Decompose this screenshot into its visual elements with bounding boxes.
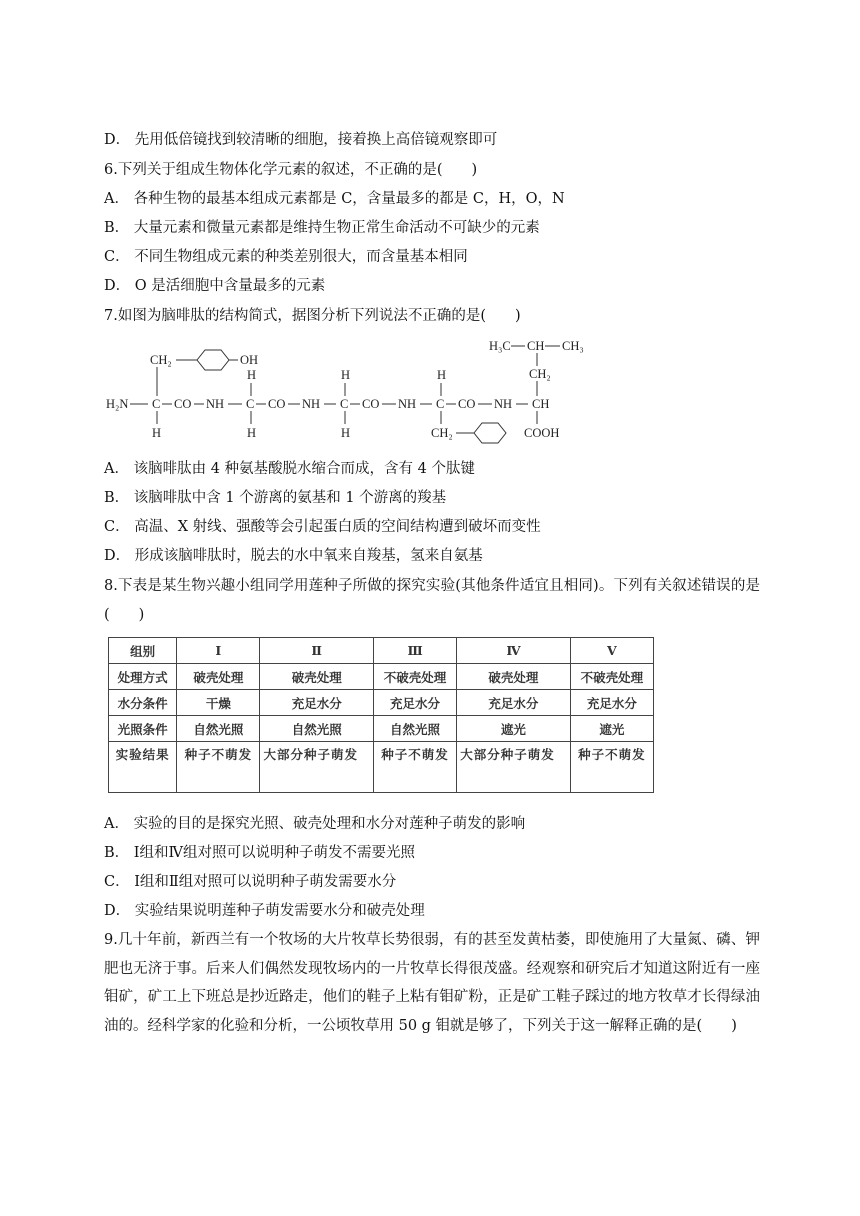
table-cell: 自然光照 <box>373 716 456 742</box>
table-cell: 种子不萌发 <box>570 742 653 793</box>
table-cell: 种子不萌发 <box>177 742 260 793</box>
experiment-table <box>108 637 654 793</box>
table-cell: 破壳处理 <box>177 664 260 690</box>
table-cell: 遮光 <box>570 716 653 742</box>
c-alpha-label: C <box>340 397 349 411</box>
co-label: CO <box>174 397 192 411</box>
c-alpha-label: C <box>246 397 255 411</box>
nh-label: NH <box>398 397 417 411</box>
table-row <box>109 742 654 793</box>
table-row <box>109 664 654 690</box>
h-label: H <box>437 368 447 382</box>
ch2-label: CH₂ <box>529 367 551 381</box>
n-terminus-label: H₂N <box>106 397 129 411</box>
h-label: H <box>341 426 351 440</box>
table-row <box>109 716 654 742</box>
table-cell: Ⅴ <box>570 638 653 664</box>
co-label: CO <box>268 397 286 411</box>
q7-option-c: C． 高温、X 射线、强酸等会引起蛋白质的空间结构遭到破坏而变性 <box>104 519 541 535</box>
q7-option-d: D． 形成该脑啡肽时，脱去的水中氧来自羧基，氢来自氨基 <box>104 548 483 564</box>
table-cell: Ⅲ <box>373 638 456 664</box>
table-cell: 水分条件 <box>109 690 177 716</box>
oh-label: OH <box>240 353 259 367</box>
ch2-label: CH₂ <box>431 426 453 440</box>
nh-label: NH <box>206 397 225 411</box>
h-label: H <box>152 426 162 440</box>
table-cell: 实验结果 <box>109 742 177 793</box>
table-cell: Ⅰ <box>177 638 260 664</box>
table-cell: 自然光照 <box>177 716 260 742</box>
q5-option-d: D． 先用低倍镜找到较清晰的细胞，接着换上高倍镜观察即可 <box>104 132 498 148</box>
table-cell: 大部分种子萌发 <box>457 742 570 793</box>
q8-option-a: A． 实验的目的是探究光照、破壳处理和水分对莲种子萌发的影响 <box>104 816 526 832</box>
q7-stem: 7.如图为脑啡肽的结构简式，据图分析下列说法不正确的是( ) <box>104 308 521 324</box>
q8-option-d: D． 实验结果说明莲种子萌发需要水分和破壳处理 <box>104 903 425 919</box>
table-cell: 不破壳处理 <box>373 664 456 690</box>
q7-option-b: B． 该脑啡肽中含 1 个游离的氨基和 1 个游离的羧基 <box>104 490 447 506</box>
table-cell: 处理方式 <box>109 664 177 690</box>
h-label: H <box>341 368 351 382</box>
ch2-label: CH₂ <box>150 353 172 367</box>
table-cell: 不破壳处理 <box>570 664 653 690</box>
table-cell: 组别 <box>109 638 177 664</box>
table-cell: 干燥 <box>177 690 260 716</box>
table-cell: 破壳处理 <box>457 664 570 690</box>
cooh-label: COOH <box>524 426 560 440</box>
h-label: H <box>247 368 257 382</box>
q8-option-b: B． Ⅰ组和Ⅳ组对照可以说明种子萌发不需要光照 <box>104 845 415 861</box>
h3c-label: H₃C <box>489 339 511 353</box>
table-cell: Ⅱ <box>260 638 373 664</box>
q6-option-a: A． 各种生物的最基本组成元素都是 C，含量最多的都是 C，H，O，N <box>104 191 565 207</box>
co-label: CO <box>458 397 476 411</box>
structural-formula <box>104 336 604 446</box>
table-cell: 光照条件 <box>109 716 177 742</box>
nh-label: NH <box>494 397 513 411</box>
h-label: H <box>247 426 257 440</box>
c-alpha-label: C <box>152 397 161 411</box>
table-header-row <box>109 638 654 664</box>
table-row <box>109 690 654 716</box>
table-cell: 自然光照 <box>260 716 373 742</box>
q6-option-c: C． 不同生物组成元素的种类差别很大，而含量基本相同 <box>104 249 468 265</box>
table-cell: 充足水分 <box>457 690 570 716</box>
q8-stem: 8.下表是某生物兴趣小组同学用莲种子所做的探究实验(其他条件适宜且相同)。下列有关叙述错误的是( ) <box>104 578 760 623</box>
table-cell: 大部分种子萌发 <box>260 742 373 793</box>
q6-stem: 6.下列关于组成生物体化学元素的叙述，不正确的是( ) <box>104 162 478 178</box>
table-cell: 种子不萌发 <box>373 742 456 793</box>
q8-option-c: C． Ⅰ组和Ⅱ组对照可以说明种子萌发需要水分 <box>104 874 397 890</box>
table-cell: Ⅳ <box>457 638 570 664</box>
ch-label: CH <box>532 397 550 411</box>
ch-label: CH <box>527 339 545 353</box>
table-cell: 充足水分 <box>373 690 456 716</box>
table-cell: 遮光 <box>457 716 570 742</box>
q6-option-b: B． 大量元素和微量元素都是维持生物正常生命活动不可缺少的元素 <box>104 220 540 236</box>
table-cell: 充足水分 <box>260 690 373 716</box>
table-cell: 充足水分 <box>570 690 653 716</box>
enkephalin-structure-diagram <box>104 336 604 446</box>
table-cell: 破壳处理 <box>260 664 373 690</box>
c-alpha-label: C <box>436 397 445 411</box>
co-label: CO <box>362 397 380 411</box>
ch3-label: CH₃ <box>562 339 584 353</box>
q6-option-d: D． O 是活细胞中含量最多的元素 <box>104 278 326 294</box>
q9-stem: 9.几十年前，新西兰有一个牧场的大片牧草长势很弱，有的甚至发黄枯萎，即使施用了大量氮、磷、钾肥也无济于事。后来人们偶然发现牧场内的一片牧草长得很茂盛。经观察和研究后才知道这附近有一座钼矿，矿工上下班总是抄近路走，他们的鞋子上粘有钼矿粉，正是矿工鞋子踩过的地方牧草才长得绿油油的。经科学家的化验和分析，一公顷牧草用 50 g 钼就是够了，下列关于这一解释正确的是( ) <box>104 932 760 1034</box>
nh-label: NH <box>302 397 321 411</box>
q7-option-a: A． 该脑啡肽由 4 种氨基酸脱水缩合而成，含有 4 个肽键 <box>104 461 475 477</box>
